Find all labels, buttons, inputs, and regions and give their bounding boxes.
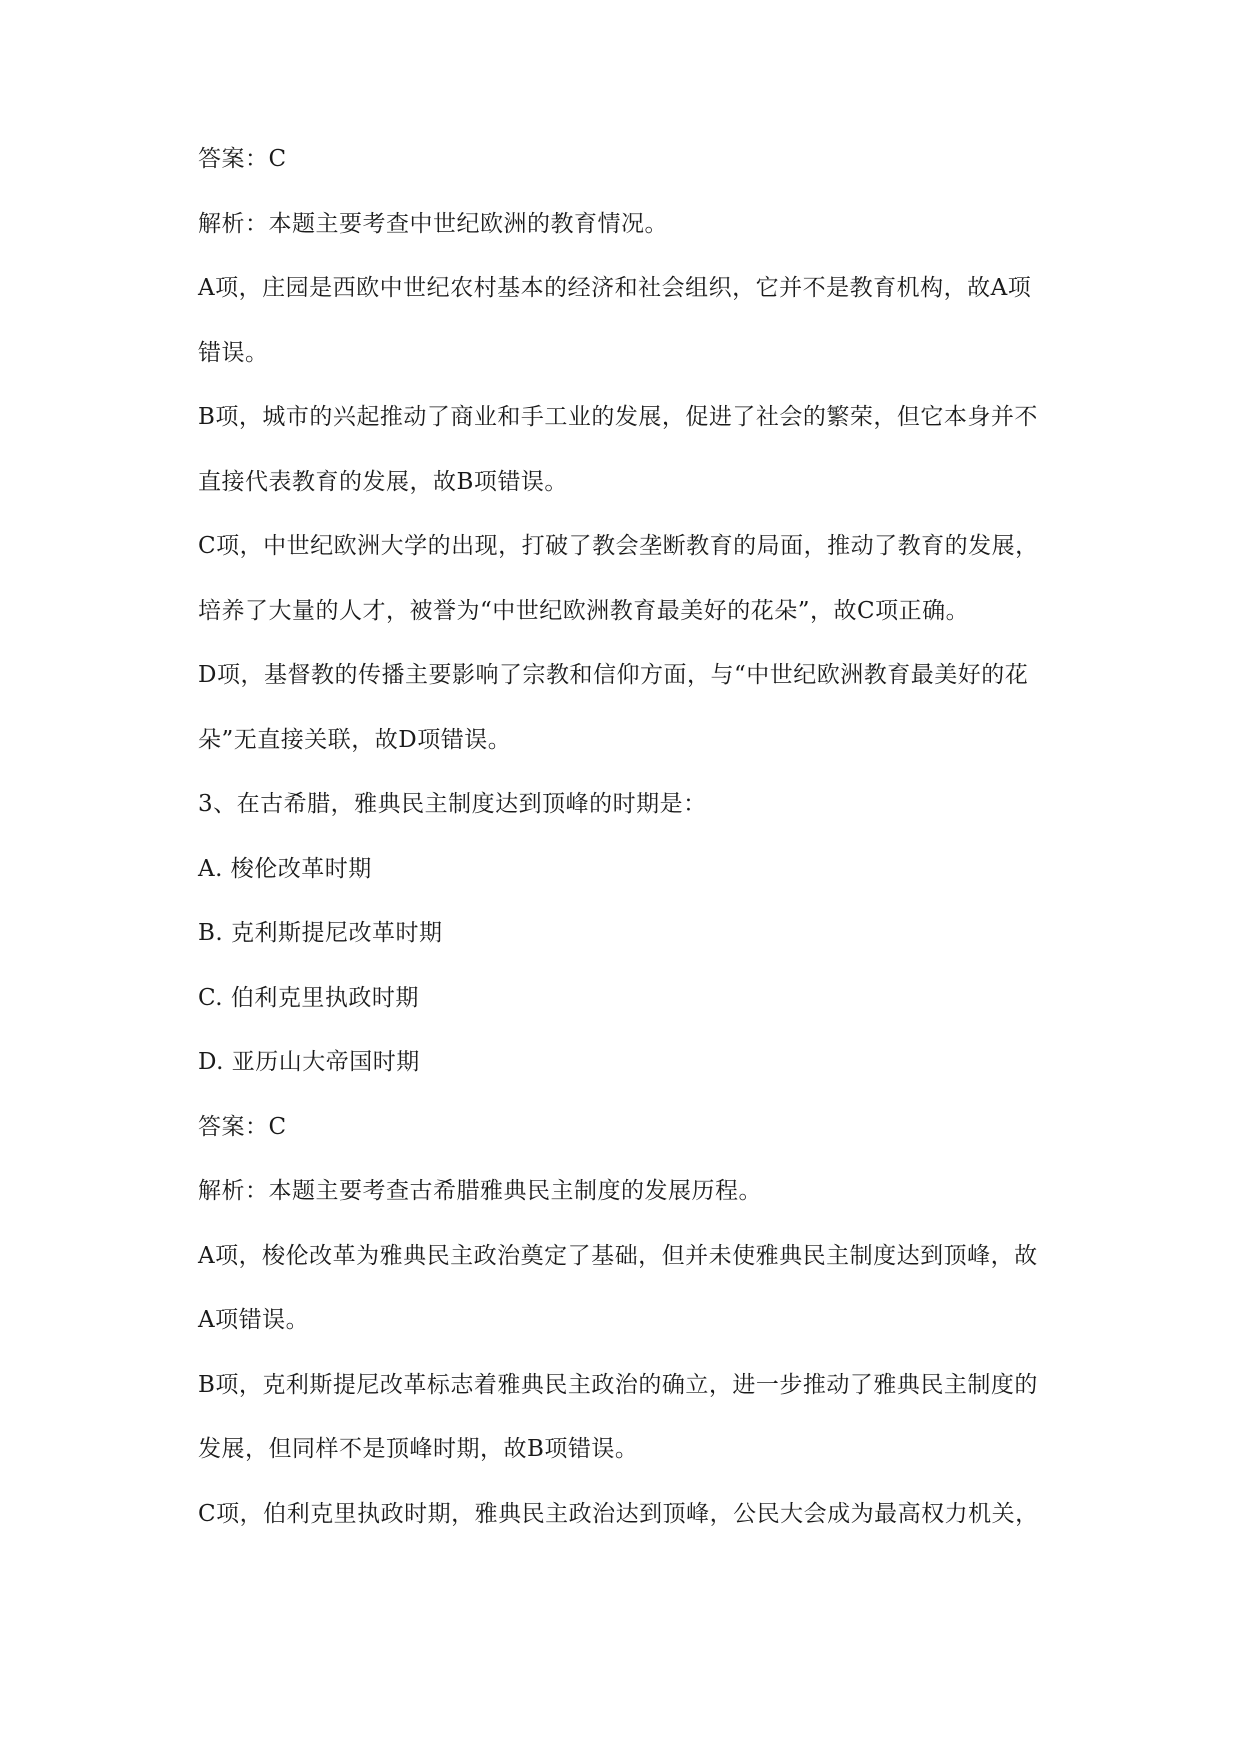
answer-line: 答案：C [198, 146, 287, 172]
explanation-line: B项，城市的兴起推动了商业和手工业的发展，促进了社会的繁荣，但它本身并不 [198, 404, 1038, 430]
answer-line: 答案：C [198, 1113, 287, 1140]
explanation-line: A项，庄园是西欧中世纪农村基本的经济和社会组织，它并不是教育机构，故A项 [198, 275, 1032, 301]
explanation-line: D项，基督教的传播主要影响了宗教和信仰方面，与“中世纪欧洲教育最美好的花 [198, 662, 1029, 688]
analysis-line: 解析：本题主要考查中世纪欧洲的教育情况。 [198, 210, 668, 237]
question-line: 3、在古希腊，雅典民主制度达到顶峰的时期是： [198, 791, 707, 817]
option-b: B. 克利斯提尼改革时期 [198, 920, 443, 946]
explanation-line: 错误。 [198, 339, 269, 366]
option-c: C. 伯利克里执政时期 [198, 984, 419, 1011]
explanation-line: 直接代表教育的发展，故B项错误。 [198, 468, 568, 495]
document-body [198, 143, 1098, 1562]
explanation-line: A项，梭伦改革为雅典民主政治奠定了基础，但并未使雅典民主制度达到顶峰，故 [198, 1242, 1038, 1269]
option-d: D. 亚历山大帝国时期 [198, 1049, 420, 1075]
explanation-line: A项错误。 [198, 1307, 310, 1333]
explanation-line: C项，伯利克里执政时期，雅典民主政治达到顶峰，公民大会成为最高权力机关， [198, 1500, 1039, 1527]
explanation-line: 培养了大量的人才，被誉为“中世纪欧洲教育最美好的花朵”，故C项正确。 [198, 597, 970, 624]
analysis-line: 解析：本题主要考查古希腊雅典民主制度的发展历程。 [198, 1178, 762, 1204]
option-a: A. 梭伦改革时期 [198, 855, 372, 882]
explanation-line: C项，中世纪欧洲大学的出现，打破了教会垄断教育的局面，推动了教育的发展， [198, 533, 1039, 559]
explanation-line: 朵”无直接关联，故D项错误。 [198, 726, 512, 753]
explanation-line: 发展，但同样不是顶峰时期，故B项错误。 [198, 1436, 639, 1462]
explanation-line: B项，克利斯提尼改革标志着雅典民主政治的确立，进一步推动了雅典民主制度的 [198, 1371, 1038, 1398]
